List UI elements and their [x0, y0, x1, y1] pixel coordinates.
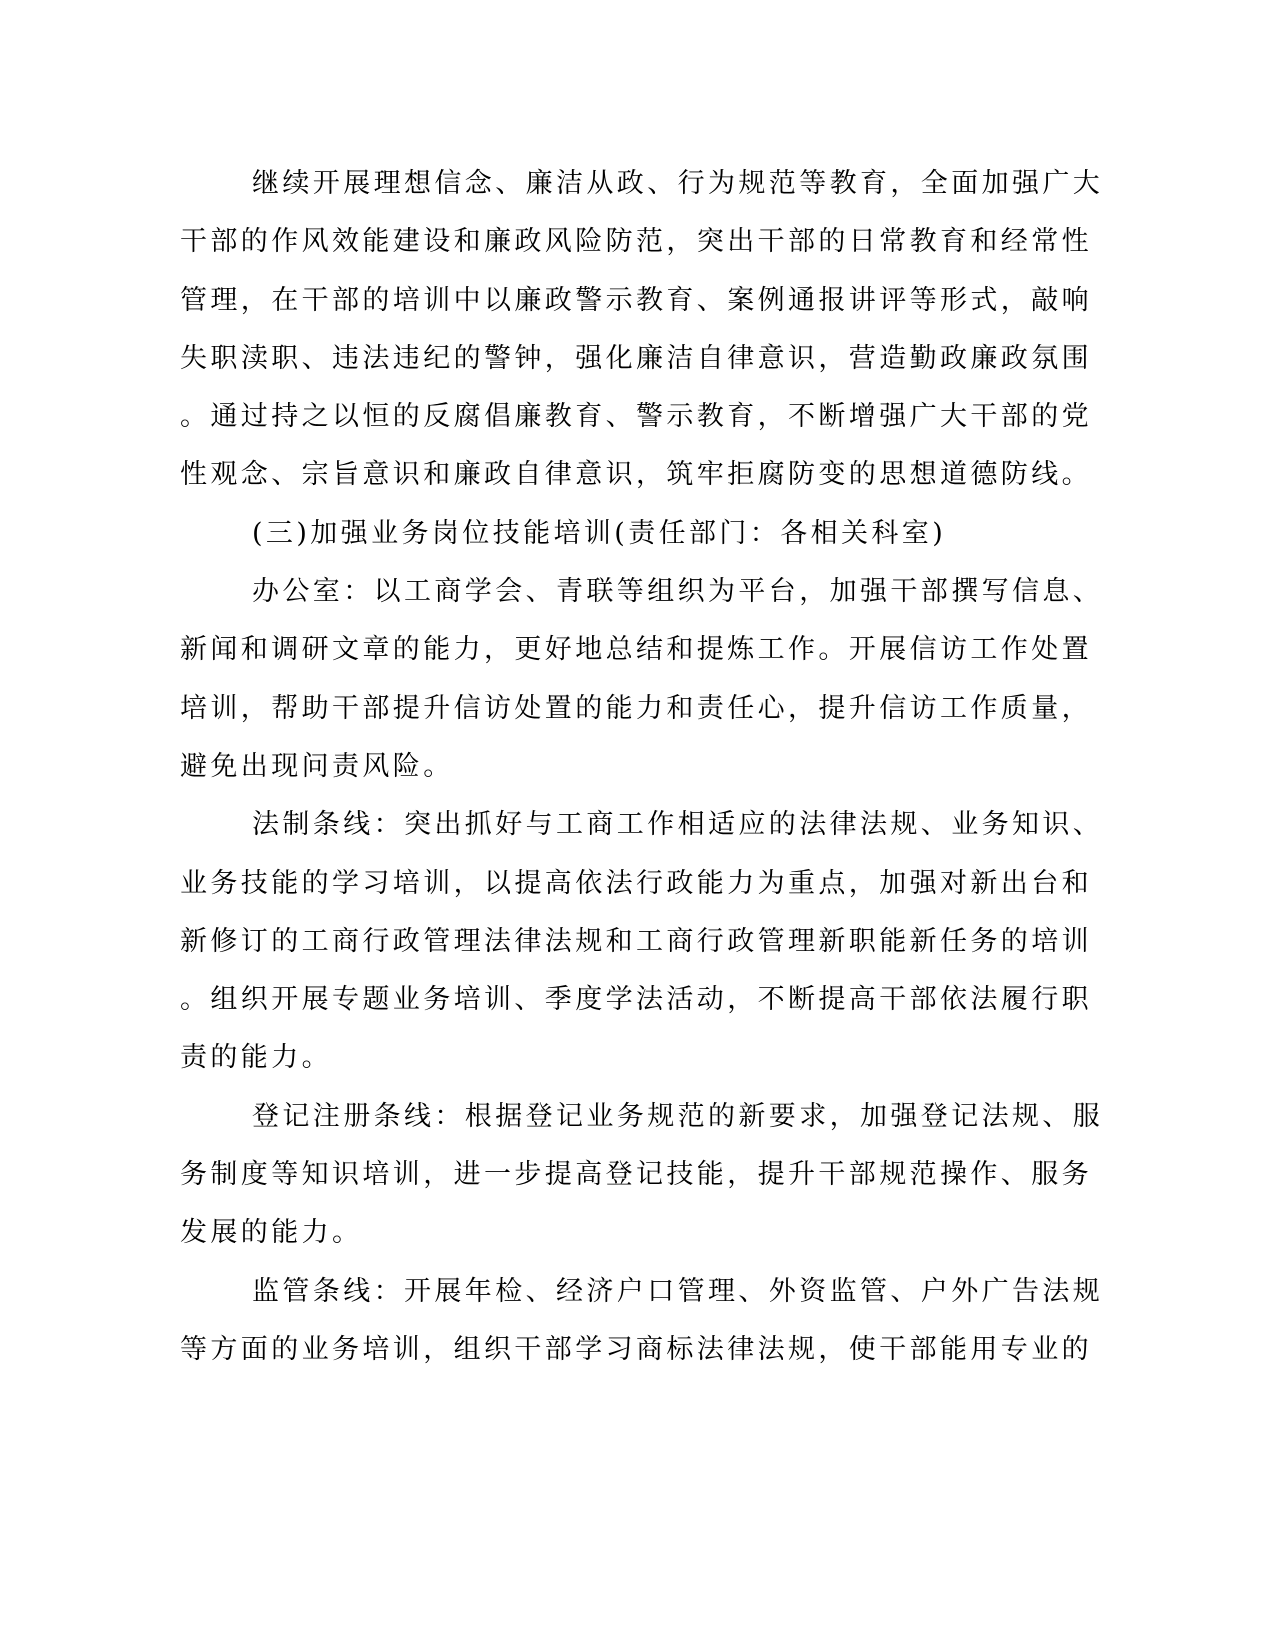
text-line: 培训，帮助干部提升信访处置的能力和责任心，提升信访工作质量，	[180, 692, 1092, 724]
text-line: 登记注册条线：根据登记业务规范的新要求，加强登记法规、服	[252, 1100, 1104, 1132]
text-line: 监管条线：开展年检、经济户口管理、外资监管、户外广告法规	[252, 1275, 1104, 1307]
text-line: 责的能力。	[180, 1042, 332, 1074]
text-line: 等方面的业务培训，组织干部学习商标法律法规，使干部能用专业的	[180, 1333, 1092, 1365]
section-heading: (三)加强业务岗位技能培训(责任部门：各相关科室)	[252, 517, 947, 549]
text-line: 业务技能的学习培训，以提高依法行政能力为重点，加强对新出台和	[180, 867, 1092, 899]
text-line: 干部的作风效能建设和廉政风险防范，突出干部的日常教育和经常性	[180, 226, 1092, 258]
text-line: 新修订的工商行政管理法律法规和工商行政管理新职能新任务的培训	[180, 925, 1092, 957]
text-line: 失职渎职、违法违纪的警钟，强化廉洁自律意识，营造勤政廉政氛围	[180, 342, 1092, 374]
text-line: 。组织开展专题业务培训、季度学法活动，不断提高干部依法履行职	[180, 984, 1092, 1016]
text-line: 性观念、宗旨意识和廉政自律意识，筑牢拒腐防变的思想道德防线。	[180, 459, 1092, 491]
text-line: 管理，在干部的培训中以廉政警示教育、案例通报讲评等形式，敲响	[180, 284, 1092, 316]
text-line: 办公室：以工商学会、青联等组织为平台，加强干部撰写信息、	[252, 576, 1104, 608]
text-line: 继续开展理想信念、廉洁从政、行为规范等教育，全面加强广大	[252, 168, 1104, 199]
text-line: 务制度等知识培训，进一步提高登记技能，提升干部规范操作、服务	[180, 1159, 1092, 1191]
text-line: 新闻和调研文章的能力，更好地总结和提炼工作。开展信访工作处置	[180, 634, 1092, 666]
text-line: 。通过持之以恒的反腐倡廉教育、警示教育，不断增强广大干部的党	[180, 401, 1092, 433]
text-line: 法制条线：突出抓好与工商工作相适应的法律法规、业务知识、	[252, 809, 1104, 841]
body-text	[180, 155, 1104, 1379]
text-line: 发展的能力。	[180, 1217, 363, 1249]
text-line: 避免出现问责风险。	[180, 750, 454, 782]
